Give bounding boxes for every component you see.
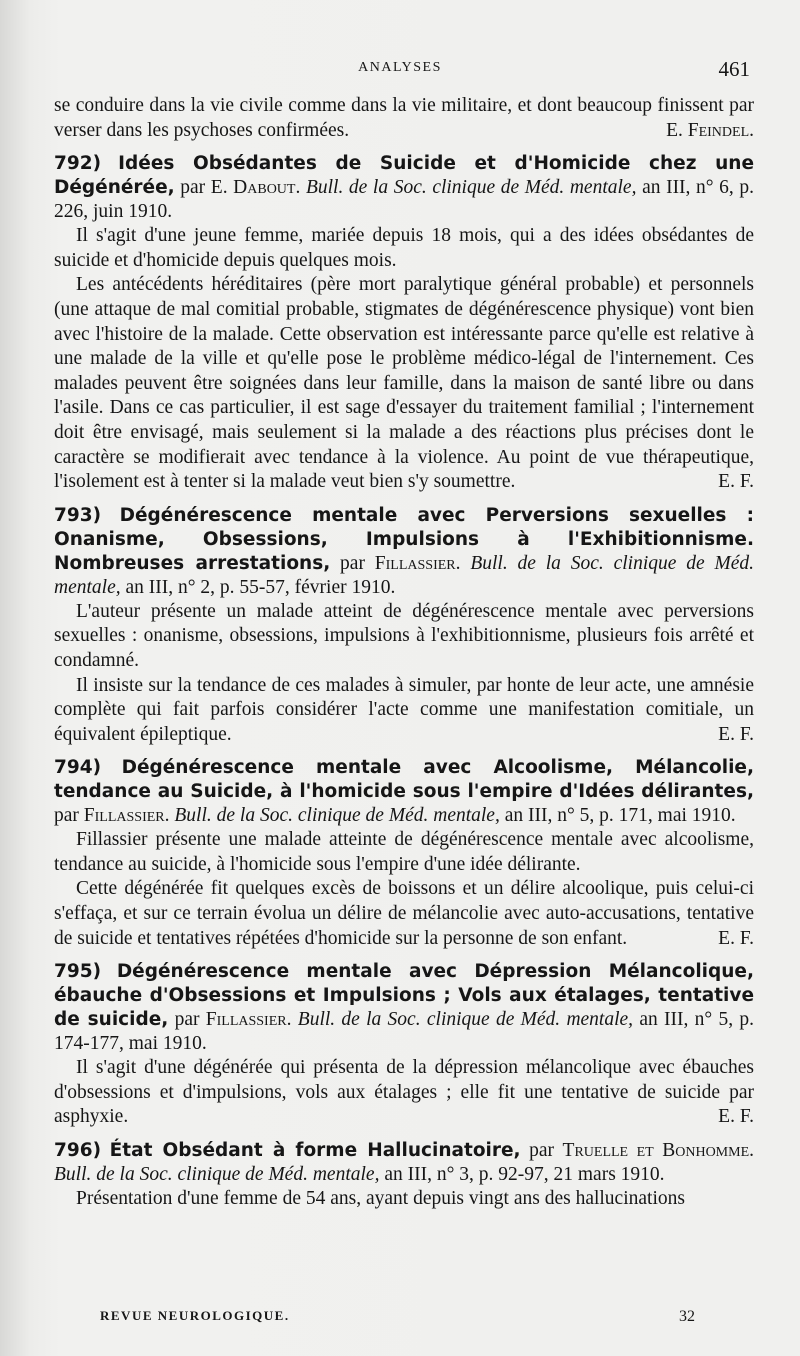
entry-authors: E. Dabout: [210, 177, 296, 199]
entry-separator: .: [295, 177, 306, 199]
entry-by: par: [168, 1009, 206, 1031]
entry-by: par: [330, 552, 375, 574]
entry-title: Idées Obsédantes de Suicide et d'Homicide chez une Dégénérée,: [54, 153, 754, 199]
entry-paragraph: L'auteur présente un malade atteint de dégénérescence mentale avec perversions sexuelles : onanisme, obsessions, impulsions à l'exhibitionnisme, plusieurs fois arrêté et condamné.: [54, 600, 754, 671]
entry-signature: E. F.: [718, 927, 754, 949]
entry-number: 792): [54, 153, 102, 175]
entry-paragraph: Fillassier présente une malade atteinte de dégénérescence mentale avec alcoolisme, tendance au suicide, à l'homicide sous l'empire d'une idée délirante.: [54, 829, 754, 875]
entry-journal: Bull. de la Soc. clinique de Méd. mentale,: [305, 177, 637, 199]
entry-795: [54, 960, 754, 1130]
entry-authors: Fillassier: [83, 805, 165, 827]
entry-paragraph: [54, 877, 754, 951]
entry-reference: an III, n° 3, p. 92-97, 21 mars 1910.: [379, 1164, 665, 1186]
entry-reference: an III, n° 5, p. 174-177, mai 1910.: [54, 1009, 755, 1055]
entry-by: par: [54, 805, 84, 827]
entry-number: 794): [54, 757, 102, 779]
entry-title: État Obsédant à forme Hallucinatoire,: [109, 1140, 521, 1162]
entry-authors: Fillassier: [205, 1009, 287, 1031]
entry-separator: .: [455, 552, 471, 574]
entry-journal: Bull. de la Soc. clinique de Méd. mentale,: [174, 805, 500, 827]
entry-number: 795): [54, 961, 102, 983]
entry-paragraph-text: Il s'agit d'une dégénérée qui présenta de la dépression mélancolique avec ébauches d'obsessions et d'impulsions, vols aux étalages ; elle fit une tentative de suicide par asphyxie.: [54, 1057, 754, 1128]
entry-paragraph: [54, 674, 754, 748]
entry-heading: [54, 1139, 754, 1187]
running-title: ANALYSES: [358, 60, 442, 75]
entry-title: Dégénérescence mentale avec Dépression Mélancolique, ébauche d'Obsessions et Impulsions ; Vols aux étalages, tentative de suicide,: [54, 961, 754, 1031]
entry-authors: Fillassier: [374, 552, 456, 574]
entry-reference: an III, n° 6, p. 226, juin 1910.: [54, 177, 755, 223]
page-number: 461: [718, 57, 750, 81]
entry-heading: [54, 504, 754, 600]
entry-paragraph-text: Cette dégénérée fit quelques excès de boissons et un délire alcoolique, puis celui-ci s'effaça, et sur ce terrain évolua un délire de mélancolie avec auto-accusations, tentative de suicide et tentatives répétées d'homicide sur la personne de son enfant.: [54, 878, 754, 949]
entry-792: [54, 152, 754, 495]
entry-authors: Truelle et Bonhomme: [562, 1140, 750, 1162]
intro-paragraph: [54, 94, 754, 143]
entry-separator: .: [286, 1009, 298, 1031]
entry-number: 793): [54, 504, 102, 526]
entry-heading: [54, 960, 754, 1056]
entry-signature: E. F.: [718, 1106, 754, 1128]
entry-heading: [54, 152, 754, 224]
intro-text: se conduire dans la vie civile comme dans la vie militaire, et dont beaucoup finissent par verser dans les psychoses confirmées.: [54, 95, 754, 141]
entry-paragraph-text: Les antécédents héréditaires (père mort paralytique général probable) et personnels (une attaque de mal comitial probable, stigmates de dégénérescence physique) vont bien avec l'histoire de la malade. Cette observation est intéressante parce qu'elle est relative à une malade de la ville et qu'elle pose le problème médico-légal de l'internement. Ces malades peuvent être soignées dans leur famille, dans la maison de santé libre ou dans l'asile. Dans ce cas particulier, il est sage d'essayer du traitement familial ; l'internement doit être envisagé, mais seulement si la malade a des réactions plus précises dont le caractère se modifierait avec tendance à la violence. Au point de vue thérapeutique, l'isolement est à tenter si la malade veut bien s'y soumettre.: [54, 274, 754, 493]
entry-reference: an III, n° 2, p. 55-57, février 1910.: [120, 576, 396, 598]
footer-sheet-number: 32: [679, 1308, 695, 1325]
entry-paragraph: Il s'agit d'une jeune femme, mariée depuis 18 mois, qui a des idées obsédantes de suicide et d'homicide depuis quelques mois.: [54, 225, 754, 271]
page-footer: [100, 1308, 695, 1328]
entry-paragraph: Présentation d'une femme de 54 ans, ayant depuis vingt ans des hallucinations: [76, 1188, 685, 1210]
entry-title: Dégénérescence mentale avec Perversions sexuelles : Onanisme, Obsessions, Impulsions à l'Exhibitionnisme. Nombreuses arrestations,: [54, 504, 754, 574]
entry-separator: .: [749, 1140, 755, 1162]
entry-paragraph: [54, 273, 754, 494]
entry-separator: .: [164, 805, 175, 827]
footer-journal: REVUE NEUROLOGIQUE.: [100, 1308, 290, 1323]
entry-794: [54, 756, 754, 951]
entry-number: 796): [54, 1140, 102, 1162]
page-header: [0, 57, 800, 84]
entry-title: Dégénérescence mentale avec Alcoolisme, Mélancolie, tendance au Suicide, à l'homicide sous l'empire d'Idées délirantes,: [54, 757, 755, 803]
entry-signature: E. F.: [718, 471, 754, 493]
entry-793: [54, 504, 754, 748]
entry-796: [54, 1139, 754, 1212]
entry-signature: E. F.: [718, 723, 754, 745]
entry-by: par: [520, 1140, 563, 1162]
entry-paragraph: [54, 1056, 754, 1130]
article-body: [54, 94, 754, 1212]
entry-paragraph-text: Il insiste sur la tendance de ces malades à simuler, par honte de leur acte, une amnésie complète qui fait parfois considérer l'acte comme une manifestation comitiale, un équivalent épileptique.: [54, 674, 754, 745]
entry-by: par: [174, 177, 211, 199]
entry-heading: [54, 756, 754, 828]
entry-reference: an III, n° 5, p. 171, mai 1910.: [499, 805, 736, 827]
intro-signature: E. Feindel.: [666, 119, 754, 141]
entry-journal: Bull. de la Soc. clinique de Méd. mentale,: [54, 552, 754, 598]
entry-journal: Bull. de la Soc. clinique de Méd. mentale,: [54, 1164, 380, 1186]
entry-journal: Bull. de la Soc. clinique de Méd. mentale,: [297, 1009, 634, 1031]
